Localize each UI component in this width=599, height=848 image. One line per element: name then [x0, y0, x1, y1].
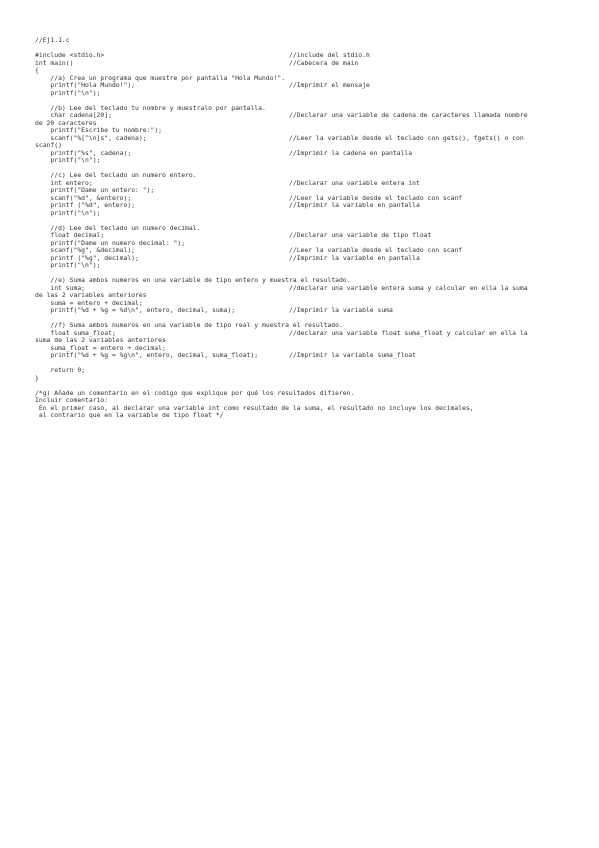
code-text: printf("%d + %g = %g\n", entero, decimal, suma_float);	[35, 352, 259, 359]
code-line: printf("Dame un entero: ");	[35, 186, 155, 194]
code-text: printf ("%g", decimal);	[35, 254, 139, 262]
inline-comment: //declarar una variable float suma_float y calcular en ella la	[289, 328, 528, 337]
inline-comment: //Declarar una variable de tipo float	[289, 231, 432, 239]
inline-comment: //Leer la variable desde el teclado con scanf	[289, 246, 463, 254]
code-line	[35, 82, 565, 90]
inline-comment: //declarar una variable entera suma y calcular en ella la suma	[289, 283, 528, 292]
code-line	[35, 112, 565, 120]
code-text: scanf("%g", &decimal);	[35, 247, 136, 254]
filename-comment: //Ej1.1.c	[35, 36, 70, 44]
code-line	[35, 60, 565, 68]
inline-comment: //Leer la variable desde el teclado con gets(), fgets() o con	[289, 133, 524, 142]
code-line: printf("\n");	[35, 208, 101, 217]
inline-comment: //include del stdio.h	[289, 51, 370, 59]
code-line: printf("\n");	[35, 88, 101, 97]
code-text: printf("%s", cadena);	[35, 149, 132, 157]
code-text: int suma;	[35, 284, 86, 292]
inline-comment: //Declarar una variable entera int	[289, 178, 420, 187]
inline-comment: //Declarar una variable de cadena de caracteres llamada nombre	[289, 111, 528, 119]
code-text: printf ("%d", entero);	[35, 202, 136, 209]
inline-comment: //Cabecera de main	[289, 58, 359, 67]
code-line	[35, 307, 565, 315]
code-line: printf("Dame un numero decimal: ");	[35, 238, 186, 247]
section-c-title: //c) Lee del teclado un numero entero.	[35, 171, 197, 179]
section-f-title: //f) Suma ambos numeros en una variable de tipo real y muestra el resultado.	[35, 321, 343, 329]
inline-comment: //Leer la variable desde el teclado con scanf	[289, 193, 463, 202]
footer-comment-line: al contrario que en la variable de tipo float */	[35, 411, 224, 419]
code-text: printf("Hola Mundo!");	[35, 82, 136, 89]
code-line: }	[35, 373, 39, 382]
code-text: scanf("%d", &entero);	[35, 194, 132, 202]
code-line: suma_float = entero + decimal;	[35, 343, 166, 352]
section-b-title: //b) Lee del teclado tu nombre y muestralo por pantalla.	[35, 103, 266, 112]
code-text: #include <stdio.h>	[35, 52, 105, 59]
code-text: int entero;	[35, 179, 93, 187]
section-d-title: //d) Lee del teclado un numero decimal.	[35, 223, 201, 232]
code-line	[35, 352, 565, 360]
code-line: printf("\n");	[35, 261, 101, 269]
section-a-title: //a) Crea un programa que muestre por pantalla "Hola Mundo!".	[35, 73, 286, 82]
code-text: printf("%d + %g = %d\n", entero, decimal, suma);	[35, 307, 236, 314]
inline-comment: //Imprimir la variable en pantalla	[289, 253, 420, 262]
inline-comment: //Imprimir el mensaje	[289, 81, 370, 89]
inline-comment: //Imprimir la cadena en pantalla	[289, 148, 413, 157]
code-text: float decimal;	[35, 232, 105, 239]
code-text: int main()	[35, 59, 74, 67]
footer-comment-line: Incluir comentario:	[35, 396, 109, 404]
blank-line	[35, 360, 565, 368]
wrapped-comment: de 20 caracteres	[35, 118, 97, 127]
code-text: float suma_float;	[35, 329, 116, 337]
code-line	[35, 150, 565, 158]
wrapped-comment: scanf()	[35, 141, 62, 149]
code-line	[35, 135, 565, 143]
source-code	[35, 37, 565, 420]
code-line: printf("\n");	[35, 156, 101, 164]
inline-comment: //Imprimir la variable suma_float	[289, 351, 416, 359]
code-line: printf("Escribe tu nombre:");	[35, 126, 162, 134]
footer-comment-line: En el primer caso, al declarar una variable int como resultado de la suma, el resultado no incluye los decimales,	[35, 403, 474, 412]
inline-comment: //Imprimir la variable en pantalla	[289, 201, 420, 209]
code-line: suma = entero + decimal;	[35, 298, 143, 307]
code-text: char cadena[20];	[35, 112, 112, 119]
code-line: {	[35, 66, 39, 74]
inline-comment: //Imprimir la variable suma	[289, 306, 393, 314]
code-line: return 0;	[35, 366, 86, 374]
footer-comment-line: /*g) Añade un comentario en el codigo que explique por qué los resultados difieren.	[35, 388, 355, 397]
code-line	[35, 255, 565, 263]
wrapped-comment: de las 2 variables anteriores	[35, 291, 147, 299]
section-e-title: //e) Suma ambos numeros en una variable de tipo entero y muestra el resultado.	[35, 276, 351, 284]
code-line	[35, 202, 565, 210]
code-text: scanf("%[^\n]s", cadena);	[35, 134, 147, 142]
wrapped-comment: suma de las 2 variables anteriores	[35, 336, 166, 344]
